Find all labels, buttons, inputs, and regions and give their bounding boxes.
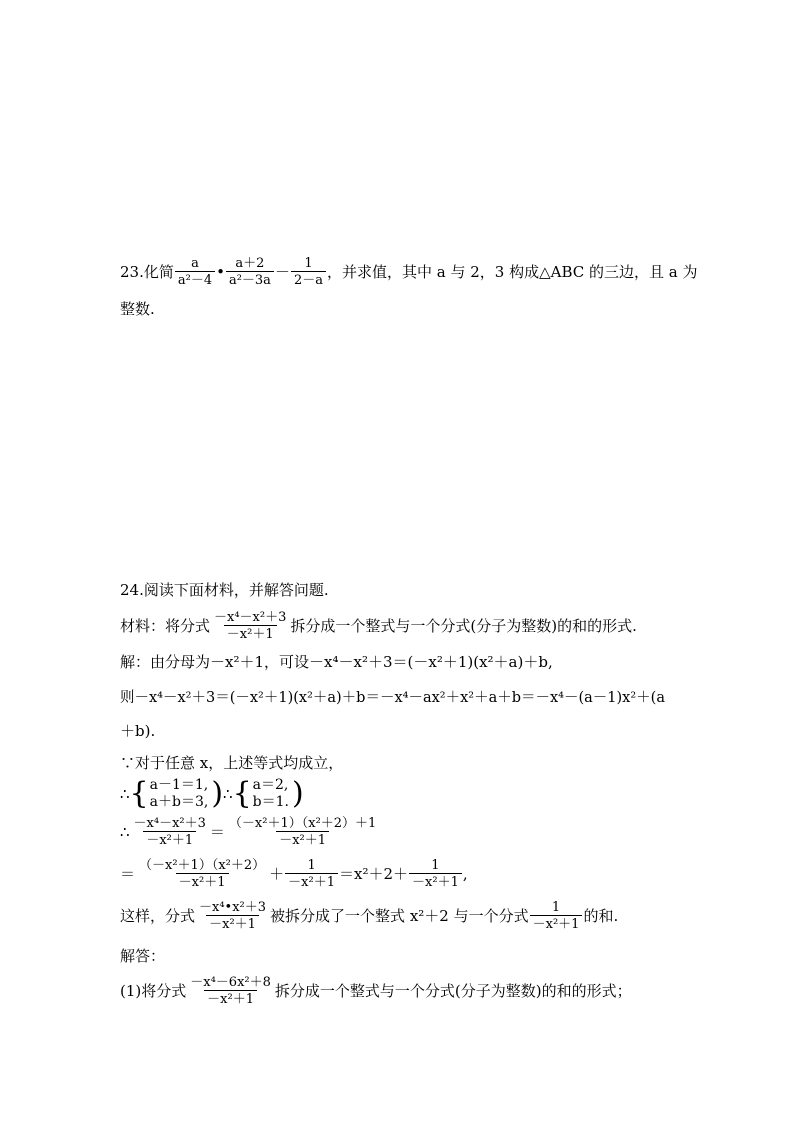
q23-fraction-1 [175, 256, 215, 288]
eq2-f2-numerator: 1 [307, 858, 316, 873]
q23-line2-text: 整数. [120, 299, 155, 318]
part-1-prefix: (1)将分式 [120, 981, 187, 1000]
eq2-prefix: ＝ [120, 864, 136, 883]
equation-line-2 [120, 855, 700, 893]
eq1-equals: ＝ [209, 822, 225, 841]
eq2-fraction-2 [285, 858, 338, 890]
eq2-mid: ＝x²＋2＋ [339, 864, 409, 883]
q23-fraction-2 [226, 256, 274, 288]
sys2-row-1: a＝2, [252, 777, 289, 793]
eq2-fraction-3 [409, 858, 462, 890]
close-paren: ) [292, 776, 304, 811]
thus-denominator: －x²＋1 [206, 915, 259, 932]
eq1-right-numerator: （－x²＋1）（x²＋2）＋1 [228, 816, 377, 831]
therefore-symbol-2: ∴ [223, 784, 233, 803]
eq2-fraction-1 [136, 858, 268, 890]
eq1-right-fraction [226, 816, 379, 848]
equation-system-2 [233, 777, 289, 811]
thus-line [120, 897, 700, 935]
thus-prefix: 这样，分式 [120, 906, 196, 925]
because-text: ∵对于任意 x，上述等式均成立， [120, 753, 344, 772]
part-1-fraction [187, 975, 274, 1007]
thus-fraction [196, 900, 269, 932]
sys2-row-2: b＝1. [252, 794, 289, 810]
left-brace-2: { [232, 776, 252, 811]
thus-f2-numerator: 1 [551, 900, 561, 915]
solution-line [120, 643, 700, 681]
answer-line [120, 937, 700, 975]
sys1-row-1: a－1＝1, [149, 777, 209, 793]
q24-material-line [120, 607, 700, 645]
q24-title [120, 571, 700, 609]
equation-system-1 [130, 777, 209, 811]
thus-mid: 被拆分成了一个整式 x²＋2 与一个分式 [270, 906, 529, 925]
solution-text: 解：由分母为－x²＋1，可设－x⁴－x²＋3＝(－x²＋1)(x²＋a)＋b, [120, 652, 553, 671]
therefore-symbol: ∴ [120, 784, 130, 803]
q23-f3-numerator: 1 [304, 256, 313, 271]
eq2-f2-denominator: －x²＋1 [285, 873, 338, 890]
material-denominator: －x²＋1 [224, 625, 277, 642]
part-1-denominator: －x²＋1 [204, 990, 257, 1007]
thus-numerator: －x⁴•x²＋3 [199, 900, 267, 915]
then-cont-text: ＋b). [120, 721, 156, 740]
eq1-right-denominator: －x²＋1 [276, 831, 329, 848]
thus-end: 的和. [583, 906, 619, 925]
eq2-f3-denominator: －x²＋1 [409, 873, 462, 890]
part-1-suffix: 拆分成一个整式与一个分式(分子为整数)的和的形式； [274, 981, 632, 1000]
q23-f2-denominator: a²－3a [226, 271, 274, 288]
eq2-f3-numerator: 1 [431, 858, 440, 873]
eq1-left-denominator: －x²＋1 [143, 831, 196, 848]
q23-prefix: 23.化简 [120, 262, 174, 281]
q23-line-1 [120, 253, 700, 291]
q23-f1-denominator: a²－4 [175, 271, 215, 288]
system-line [120, 774, 700, 814]
material-fraction [211, 610, 289, 642]
q23-f3-denominator: 2－a [291, 271, 326, 288]
eq2-plus: ＋ [269, 864, 285, 883]
eq1-left-fraction [131, 816, 209, 848]
eq2-end: , [462, 864, 468, 883]
part-1-numerator: －x⁴－6x²＋8 [190, 975, 271, 990]
open-paren: ) [211, 776, 224, 811]
equation-line-1 [120, 813, 700, 851]
thus-fraction-2 [530, 900, 583, 932]
answer-label: 解答： [120, 946, 166, 965]
part-1-line [120, 972, 700, 1010]
q23-suffix: ，并求值，其中 a 与 2，3 构成△ABC 的三边，且 a 为 [326, 262, 698, 281]
q23-dot: • [216, 262, 225, 281]
eq1-prefix: ∴ [120, 822, 130, 841]
then-text: 则－x⁴－x²＋3＝(－x²＋1)(x²＋a)＋b＝－x⁴－ax²＋x²＋a＋b＝－x⁴－(a－1)x²＋(a [120, 689, 665, 706]
q24-title-text: 24.阅读下面材料，并解答问题. [120, 580, 329, 599]
left-brace: { [129, 776, 149, 811]
thus-f2-denominator: －x²＋1 [530, 915, 583, 932]
eq2-f1-denominator: －x²＋1 [176, 873, 229, 890]
q23-fraction-3 [291, 256, 326, 288]
q23-line-2 [120, 290, 700, 328]
material-suffix: 拆分成一个整式与一个分式(分子为整数)的和的形式. [290, 616, 637, 635]
eq2-f1-numerator: （－x²＋1）（x²＋2） [139, 858, 266, 873]
q23-f1-numerator: a [191, 256, 199, 271]
q23-f2-numerator: a＋2 [235, 256, 265, 271]
material-prefix: 材料：将分式 [120, 616, 211, 635]
material-numerator: －x⁴－x²＋3 [214, 610, 287, 625]
eq1-left-numerator: －x⁴－x²＋3 [133, 816, 206, 831]
sys1-row-2: a＋b＝3, [149, 794, 209, 810]
q23-minus: － [274, 262, 290, 281]
